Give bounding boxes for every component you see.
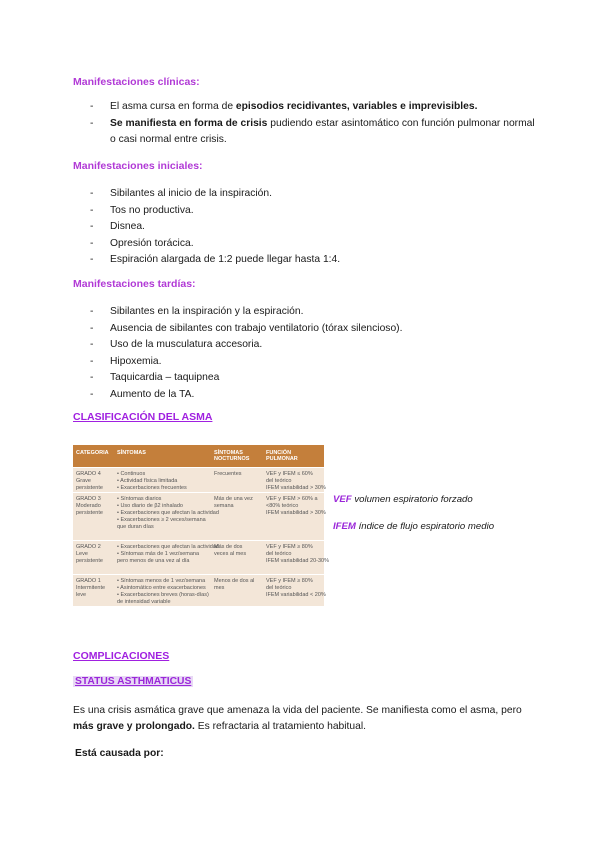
heading-tardias: Manifestaciones tardías: — [73, 278, 196, 290]
table-cell-noct — [214, 544, 246, 558]
list-item: - Uso de la musculatura accesoria. — [90, 337, 402, 354]
table-cell-line: • Uso diario de β2 inhalado — [117, 503, 183, 509]
list-item: - Tos no productiva. — [90, 203, 340, 220]
list-iniciales — [90, 186, 340, 269]
table-cell-line: Intermitente — [76, 585, 106, 591]
table-cell-line: Frecuentes — [214, 471, 242, 477]
table-cell-line: • Exacerbaciones frecuentes — [117, 485, 187, 491]
table-cell-line: IFEM variabilidad > 30% — [266, 510, 326, 516]
table-cell-line: GRADO 2 — [76, 544, 101, 550]
table-cell-line: semana — [214, 503, 234, 509]
table-cell-func — [266, 544, 329, 565]
table-cell-noct — [214, 496, 253, 510]
table-cell-line: VEF y IFEM > 60% a — [266, 496, 318, 502]
table-cell-line: Más de dos — [214, 544, 243, 550]
table-cell-line: Moderado — [76, 503, 101, 509]
table-cell-line: GRADO 1 — [76, 578, 101, 584]
table-cell-sint — [117, 496, 219, 531]
paragraph-status: Es una crisis asmática grave que amenaza la vida del paciente. Se manifiesta como el asma, pero más grave y prolongado. Es refractaria al tratamiento habitual. — [73, 705, 522, 732]
table-cell-line: GRADO 3 — [76, 496, 101, 502]
list-item: - Sibilantes en la inspiración y la espiración. — [90, 304, 402, 321]
table-cell-noct — [214, 578, 254, 592]
paragraph-causada: Está causada por: — [75, 748, 164, 759]
table-cell-line: veces al mes — [214, 551, 247, 557]
table-cell-line: • Síntomas más de 1 vez/semana — [117, 551, 200, 557]
table-cell-line: persistente — [76, 485, 103, 491]
table-cell-cat — [76, 471, 103, 492]
table-cell-line: • Exacerbaciones breves (horas-días) — [117, 592, 209, 598]
list-item: - Aumento de la TA. — [90, 387, 402, 404]
table-cell-line: Leve — [76, 551, 88, 557]
list-clinicas — [90, 99, 535, 149]
col-header: SÍNTOMAS — [117, 450, 146, 456]
list-item: - Opresión torácica. — [90, 236, 340, 253]
table-row — [73, 541, 329, 574]
table-cell-line: del teórico — [266, 551, 292, 557]
table-row — [73, 493, 324, 540]
table-cell-line: Grave — [76, 478, 91, 484]
list-tardias — [90, 304, 402, 403]
list-item: - El asma cursa en forma de episodios recidivantes, variables e imprevisibles. — [90, 99, 535, 116]
table-cell-sint — [117, 544, 219, 565]
table-cell-line: IFEM variabilidad 20-30% — [266, 558, 329, 564]
table-cell-cat — [76, 496, 103, 517]
table-cell-line: del teórico — [266, 478, 292, 484]
table-cell-line: • Síntomas diarios — [117, 496, 162, 502]
table-cell-line: GRADO 4 — [76, 471, 101, 477]
list-item: - Taquicardia – taquipnea — [90, 370, 402, 387]
table-cell-sint — [117, 578, 209, 606]
list-item: - Se manifiesta en forma de crisis pudiendo estar asintomático con función pulmonar normal o casi normal entre crisis. — [90, 116, 535, 149]
table-row — [73, 468, 324, 492]
heading-clasificacion: CLASIFICACIÓN DEL ASMA — [73, 411, 213, 423]
table-cell-line: que duran días — [117, 524, 154, 530]
table-cell-func — [266, 578, 326, 599]
table-cell-line: VEF y IFEM ≥ 80% — [266, 544, 313, 550]
table-cell-noct — [214, 471, 242, 478]
heading-clinicas: Manifestaciones clínicas: — [73, 76, 200, 88]
table-cell-line: leve — [76, 592, 87, 598]
col-header: SÍNTOMAS NOCTURNOS — [214, 450, 250, 462]
table-cell-line: Más de una vez — [214, 496, 253, 502]
table-cell-line: IFEM variabilidad > 30% — [266, 485, 326, 491]
table-cell-line: mes — [214, 585, 225, 591]
abbr-ifem: IFEM índice de flujo espiratorio medio — [333, 521, 495, 532]
table-row — [73, 575, 324, 606]
col-header: CATEGORIA — [76, 450, 109, 456]
table-cell-line: persistente — [76, 510, 103, 516]
table-cell-func — [266, 496, 326, 517]
table-cell-line: • Síntomas menos de 1 vez/semana — [117, 578, 206, 584]
table-cell-line: de intensidad variable — [117, 599, 171, 605]
abbr-vef: VEF volumen espiratorio forzado — [333, 494, 473, 505]
table-header — [73, 445, 324, 467]
table-cell-line: VEF y IFEM ≤ 60% — [266, 471, 313, 477]
list-item: - Hipoxemia. — [90, 354, 402, 371]
table-cell-line: Menos de dos al — [214, 578, 255, 584]
list-item: - Sibilantes al inicio de la inspiración. — [90, 186, 340, 203]
table-cell-line: • Actividad física limitada — [117, 478, 178, 484]
table-cell-line: del teórico — [266, 585, 292, 591]
list-item: - Ausencia de sibilantes con trabajo ventilatorio (tórax silencioso). — [90, 321, 402, 338]
table-cell-line: <80% teórico — [266, 503, 299, 509]
col-header: FUNCIÓN PULMONAR — [266, 450, 298, 462]
heading-iniciales: Manifestaciones iniciales: — [73, 160, 203, 172]
heading-complicaciones: COMPLICACIONES — [73, 650, 170, 662]
table-cell-line: • Exacerbaciones que afectan la actividad — [117, 510, 219, 516]
table-cell-func — [266, 471, 326, 492]
table-cell-line: pero menos de una vez al día — [117, 558, 190, 564]
heading-status-asthmaticus: STATUS ASTHMATICUS — [75, 676, 192, 687]
list-item: - Disnea. — [90, 219, 340, 236]
table-cell-line: • Continuos — [117, 471, 146, 477]
table-cell-line: VEF y IFEM ≥ 80% — [266, 578, 313, 584]
table-cell-sint — [117, 471, 187, 492]
classification-table — [73, 445, 329, 607]
table-cell-line: • Exacerbaciones que afectan la actividad — [117, 544, 219, 550]
table-cell-cat — [76, 544, 103, 565]
table-cell-line: • Exacerbaciones ≥ 2 veces/semana — [117, 517, 206, 523]
list-item: - Espiración alargada de 1:2 puede llegar hasta 1:4. — [90, 252, 340, 269]
table-cell-cat — [76, 578, 105, 599]
table-cell-line: • Asintomático entre exacerbaciones — [117, 585, 206, 591]
table-cell-line: persistente — [76, 558, 103, 564]
table-cell-line: IFEM variabilidad < 20% — [266, 592, 326, 598]
